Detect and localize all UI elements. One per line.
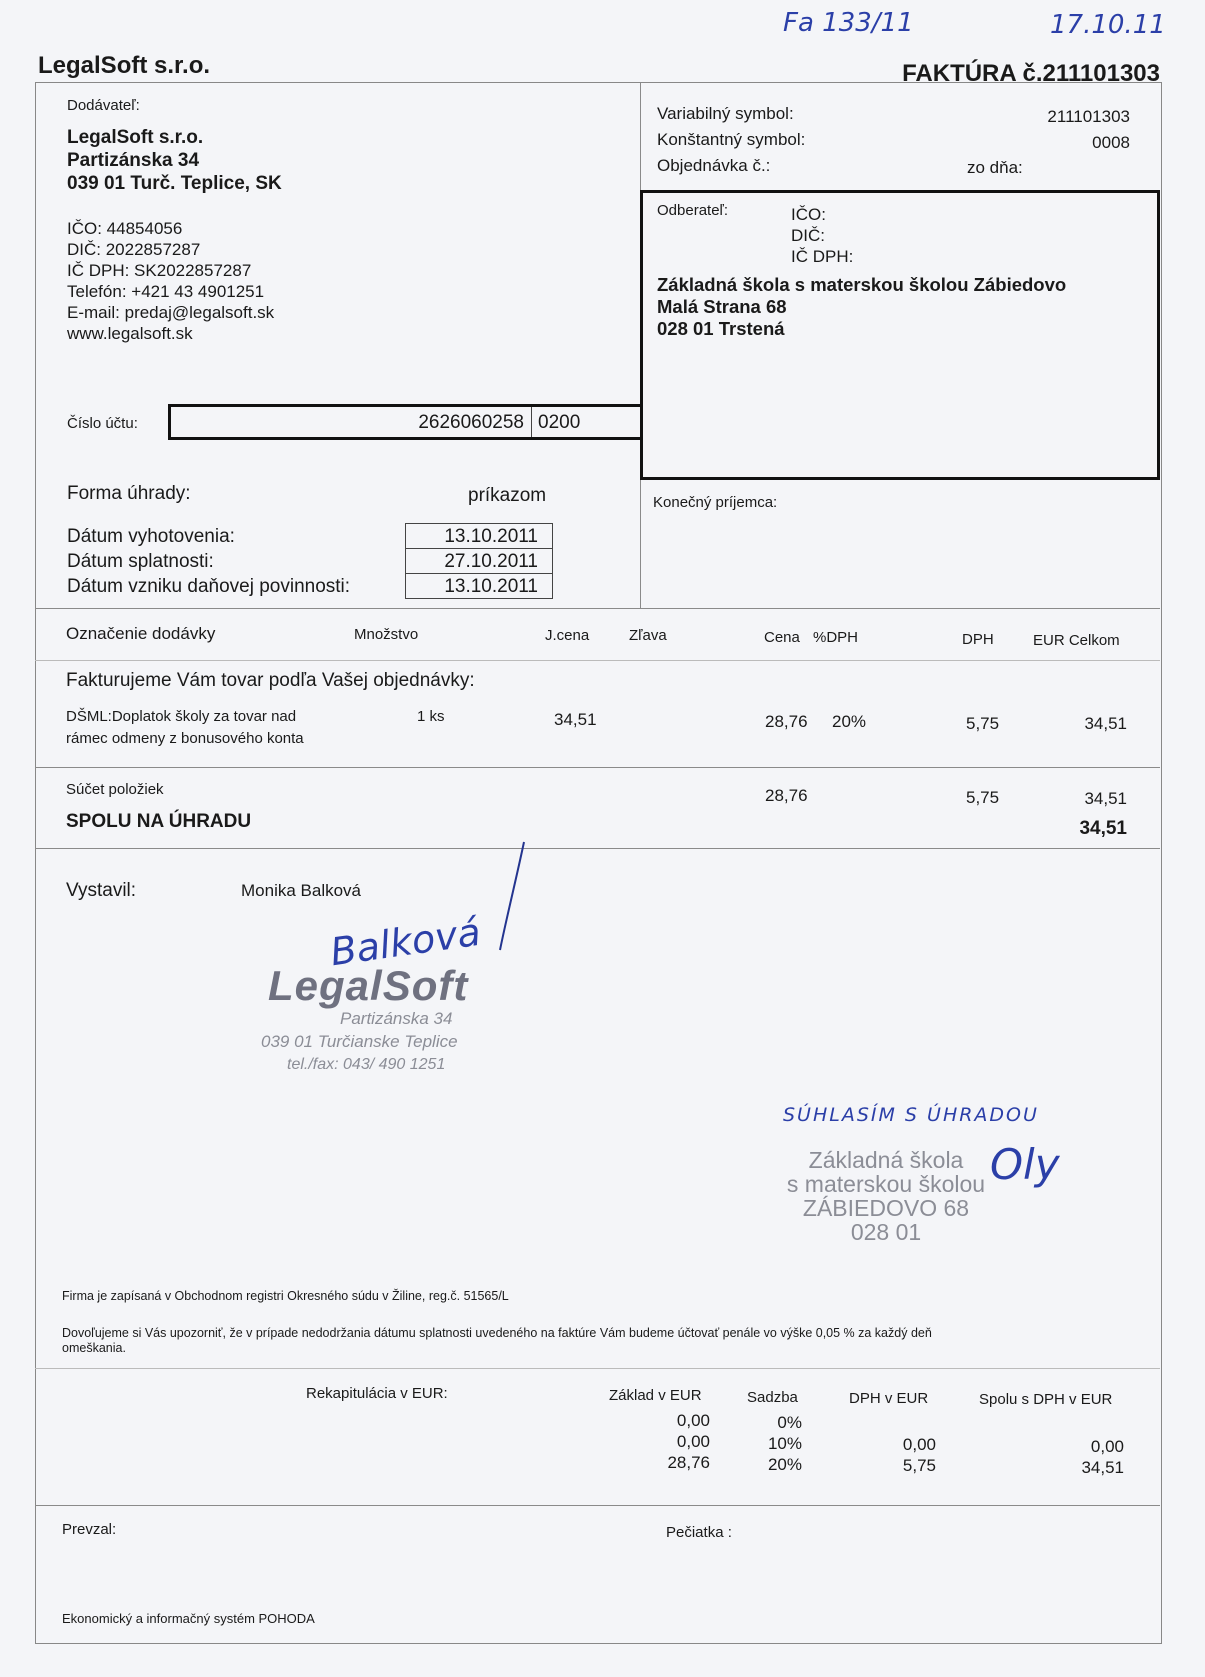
recap-row1-vat [836, 1413, 936, 1434]
recap-row3-rate: 20% [767, 1455, 802, 1474]
supplier-stamp-logo: LegalSoft [268, 962, 469, 1009]
supplier-stamp-city: 039 01 Turčianske Teplice [261, 1032, 458, 1051]
item-vat: 5,75 [966, 714, 1000, 733]
supplier-web: www.legalsoft.sk [67, 324, 193, 343]
stamp-label: Pečiatka : [666, 1524, 732, 1541]
handwritten-date: 17.10.11 [1050, 10, 1166, 40]
customer-stamp-line3: ZÁBIEDOVO 68 [802, 1195, 970, 1221]
recap-col-base: Základ v EUR [609, 1387, 702, 1404]
customer-icdph: IČ DPH: [791, 247, 854, 266]
col-vat-rate: %DPH [813, 629, 859, 646]
recap-base-values [610, 1410, 710, 1473]
recap-row2-total: 0,00 [1090, 1437, 1124, 1456]
item-desc-line1: DŠML:Doplatok školy za tovar nad [66, 708, 297, 725]
item-desc-line2: rámec odmeny z bonusového konta [66, 730, 304, 747]
handwritten-invoice-ref: Fa 133/11 [783, 8, 914, 38]
customer-dic: DIČ: [791, 226, 825, 245]
symbol-values [1047, 104, 1130, 156]
supplier-ico: IČO: 44854056 [67, 219, 183, 238]
penalty-note-line1: Dovoľujeme si Vás upozorniť, že v prípade nedodržania dátumu splatnosti uvedeného na faktúre Vám budeme účtovať penále vo výške 0,05 % za každý deň [62, 1326, 932, 1340]
supplier-city: 039 01 Turč. Teplice, SK [67, 173, 282, 194]
order-date-label: zo dňa: [967, 158, 1023, 177]
variable-symbol-label: Variabilný symbol: [657, 104, 794, 123]
supplier-email: E-mail: predaj@legalsoft.sk [67, 303, 275, 322]
system-footer: Ekonomický a informačný systém POHODA [62, 1611, 315, 1626]
customer-ids [791, 204, 853, 267]
constant-symbol-value: 0008 [1092, 133, 1130, 152]
supplier-label: Dodávateľ: [67, 97, 140, 114]
item-price: 28,76 [765, 712, 808, 731]
item-qty: 1 ks [417, 708, 445, 725]
recap-vat-values [836, 1413, 936, 1476]
recap-rate-values [740, 1412, 802, 1475]
sum-vat: 5,75 [966, 788, 1000, 807]
recap-row3-vat: 5,75 [902, 1456, 936, 1475]
order-label: Objednávka č.: [657, 156, 771, 175]
recap-col-rate: Sadzba [747, 1389, 798, 1406]
variable-symbol-value: 211101303 [1047, 107, 1130, 126]
penalty-note [62, 1326, 932, 1356]
item-unit-price: 34,51 [554, 710, 597, 729]
supplier-signature: Balková [327, 909, 484, 975]
tax-date-label: Dátum vzniku daňovej povinnosti: [67, 576, 351, 597]
recap-row1-base: 0,00 [676, 1411, 710, 1430]
col-vat: DPH [962, 631, 994, 648]
customer-name: Základná škola s materskou školou Zábiedovo [657, 274, 1067, 295]
due-date-label: Dátum splatnosti: [67, 551, 214, 572]
customer-label: Odberateľ: [657, 202, 729, 219]
final-recipient-label: Konečný príjemca: [653, 494, 778, 511]
sum-price: 28,76 [765, 786, 808, 805]
pay-total-value: 34,51 [1079, 818, 1127, 839]
sum-label: Súčet položiek [66, 781, 164, 798]
supplier-stamp-phone: tel./fax: 043/ 490 1251 [287, 1056, 446, 1073]
due-date-value: 27.10.2011 [405, 548, 553, 574]
recap-row1-rate: 0% [777, 1413, 802, 1432]
constant-symbol-label: Konštantný symbol: [657, 130, 806, 149]
supplier-street: Partizánska 34 [67, 150, 200, 171]
item-description [66, 706, 304, 750]
issued-label: Vystavil: [66, 880, 137, 901]
customer-signature: Oly [990, 1140, 1060, 1189]
supplier-block [67, 126, 282, 195]
tax-date-value: 13.10.2011 [405, 573, 553, 599]
account-bank-code: 0200 [538, 412, 581, 433]
pay-total-label: SPOLU NA ÚHRADU [66, 811, 252, 832]
recap-row2-base: 0,00 [676, 1432, 710, 1451]
item-total: 34,51 [1084, 714, 1127, 733]
recap-row3-base: 28,76 [667, 1453, 710, 1472]
customer-stamp-line1: Základná škola [808, 1147, 964, 1173]
recap-row2-vat: 0,00 [902, 1435, 936, 1454]
customer-stamp-line4: 028 01 [850, 1219, 922, 1245]
col-unit-price: J.cena [545, 627, 590, 644]
customer-stamp [786, 1148, 986, 1244]
payment-date-labels [67, 524, 350, 599]
registry-note: Firma je zapísaná v Obchodnom registri Okresného súdu v Žiline, reg.č. 51565/L [62, 1289, 509, 1303]
recap-row1-total [1000, 1415, 1124, 1436]
recap-total-values [1000, 1415, 1124, 1478]
col-price: Cena [764, 629, 800, 646]
customer-address [657, 274, 1066, 340]
customer-city: 028 01 Trstená [657, 318, 785, 339]
col-qty: Množstvo [354, 626, 419, 643]
col-desc: Označenie dodávky [66, 624, 216, 643]
received-label: Prevzal: [62, 1521, 117, 1538]
item-vat-rate: 20% [832, 712, 867, 731]
col-discount: Zľava [629, 627, 667, 644]
invoice-title: FAKTÚRA č.211101303 [902, 60, 1160, 87]
supplier-icdph: IČ DPH: SK2022857287 [67, 261, 252, 280]
supplier-name: LegalSoft s.r.o. [67, 127, 204, 148]
issue-date-value: 13.10.2011 [405, 523, 553, 549]
supplier-dic: DIČ: 2022857287 [67, 240, 201, 259]
issue-date-label: Dátum vyhotovenia: [67, 526, 235, 547]
account-number: 2626060258 [418, 412, 524, 433]
recap-row2-rate: 10% [767, 1434, 802, 1453]
approval-note: SÚHLASÍM S ÚHRADOU [783, 1104, 1039, 1126]
symbol-labels [657, 101, 805, 179]
sum-total: 34,51 [1084, 789, 1127, 808]
recap-label: Rekapitulácia v EUR: [306, 1385, 448, 1402]
col-total: EUR Celkom [1033, 632, 1120, 649]
customer-ico: IČO: [791, 205, 826, 224]
recap-col-vat: DPH v EUR [849, 1390, 929, 1407]
recap-row3-total: 34,51 [1081, 1458, 1124, 1477]
penalty-note-line2: omeškania. [62, 1341, 126, 1355]
supplier-contacts [67, 218, 274, 344]
header-company: LegalSoft s.r.o. [38, 52, 211, 79]
payment-method-value: príkazom [468, 485, 547, 506]
customer-street: Malá Strana 68 [657, 296, 787, 317]
customer-stamp-line2: s materskou školou [786, 1171, 986, 1197]
account-label: Číslo účtu: [67, 415, 138, 432]
items-intro: Fakturujeme Vám tovar podľa Vašej objednávky: [66, 670, 475, 691]
supplier-phone: Telefón: +421 43 4901251 [67, 282, 265, 301]
payment-method-label: Forma úhrady: [67, 483, 191, 504]
supplier-stamp-street: Partizánska 34 [340, 1009, 453, 1028]
recap-col-total: Spolu s DPH v EUR [979, 1391, 1113, 1408]
issued-name: Monika Balková [241, 881, 362, 900]
